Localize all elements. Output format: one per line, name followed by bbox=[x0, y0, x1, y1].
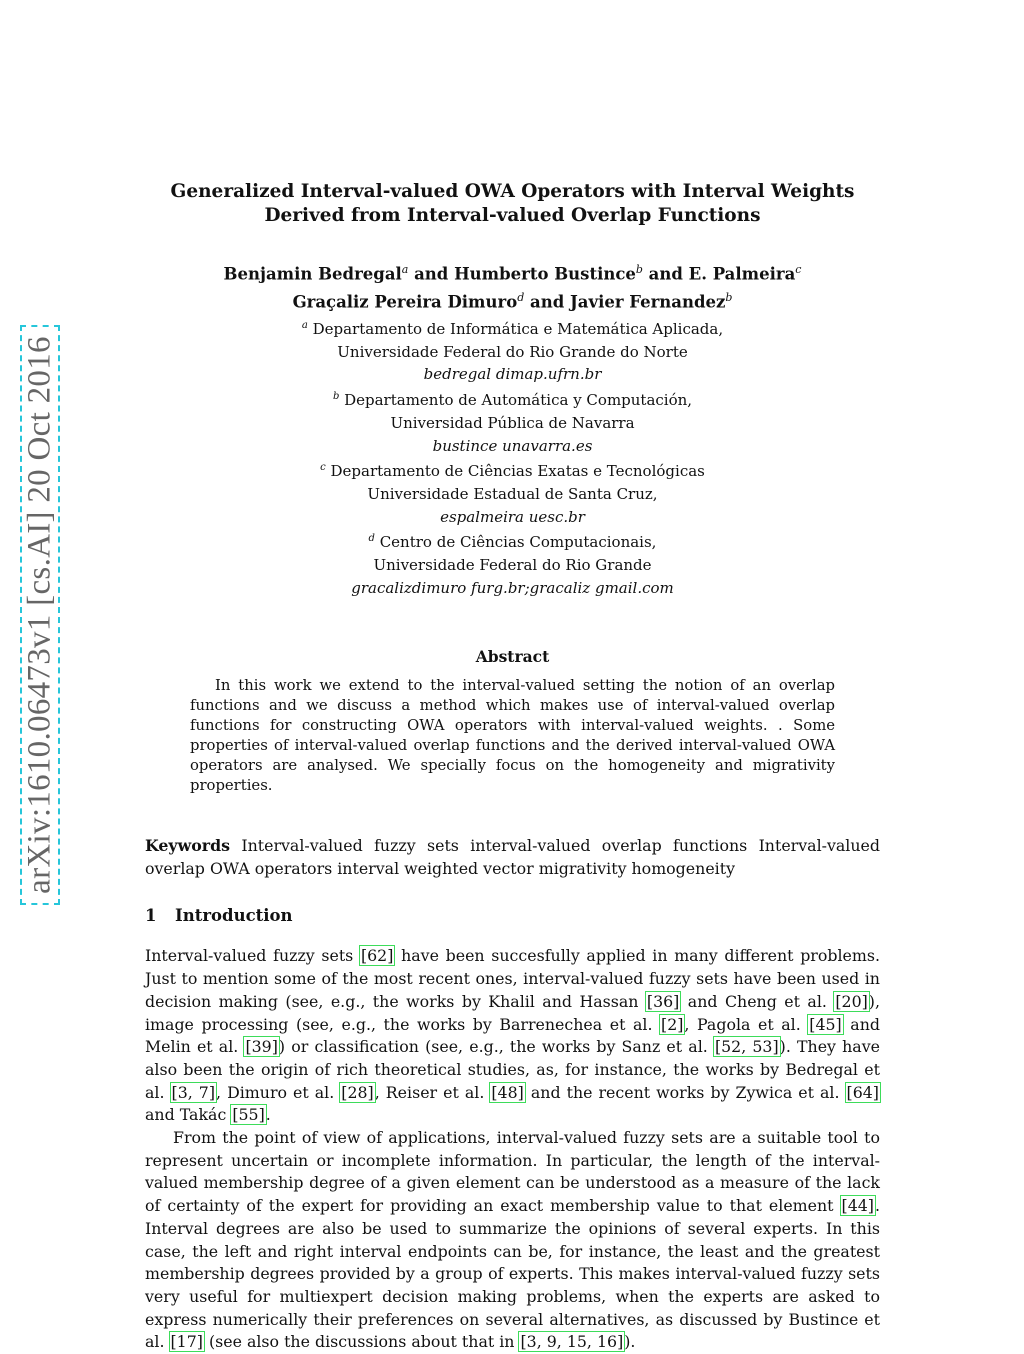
affiliation-dept: Centro de Ciências Computacionais, bbox=[374, 533, 657, 552]
citation-link[interactable]: [62] bbox=[360, 946, 394, 966]
body-text: . Interval degrees are also be used to summarize the opinions of several experts. In this case, the left and right interval endpoints can be, for instance, the least and the greatest membership degrees provided by a group of experts. This makes interval-valued fuzzy sets very useful for multiexpert decision making problems, when the experts are asked to express numerically their preferences on several alternatives, as discussed by Bustince et al. bbox=[145, 1196, 880, 1352]
author-sep: and bbox=[642, 264, 689, 284]
affiliation-sup: d bbox=[368, 533, 375, 545]
citation-link[interactable]: [39] bbox=[245, 1037, 278, 1057]
author-name: Benjamin Bedregal bbox=[223, 264, 402, 284]
body-text: ). bbox=[624, 1332, 636, 1352]
affiliation-inst: Universidade Federal do Rio Grande bbox=[373, 556, 652, 575]
body-text: and Takác bbox=[145, 1105, 232, 1125]
body-text: (see also the discussions about that in bbox=[203, 1332, 520, 1352]
citation-link[interactable]: [48] bbox=[491, 1082, 524, 1102]
citation-link[interactable]: [64] bbox=[846, 1082, 879, 1102]
keywords-label: Keywords bbox=[145, 836, 231, 856]
affiliation-inst: Universidade Federal do Rio Grande do Norte bbox=[337, 342, 688, 361]
affiliation-sup: a bbox=[301, 320, 308, 331]
citation-link[interactable]: [3, 9, 15, 16] bbox=[520, 1332, 624, 1352]
author-sup: b bbox=[725, 290, 733, 304]
paper-page bbox=[145, 180, 880, 1354]
affiliation-email: gracalizdimuro furg.br;gracaliz gmail.com bbox=[351, 578, 674, 597]
affiliation-dept: Departamento de Automática y Computación, bbox=[339, 391, 693, 410]
affiliation-sup: c bbox=[320, 462, 326, 474]
author-sup: c bbox=[795, 263, 802, 276]
affiliation-dept: Departamento de Informática e Matemática Aplicada, bbox=[307, 320, 724, 338]
affiliation-email: espalmeira uesc.br bbox=[440, 507, 585, 526]
affiliation-sup: b bbox=[332, 391, 340, 403]
keywords bbox=[145, 834, 880, 880]
section-title: Introduction bbox=[175, 906, 293, 926]
title-line-2: Derived from Interval-valued Overlap Functions bbox=[264, 205, 761, 226]
citation-link[interactable]: [28] bbox=[341, 1082, 374, 1102]
affiliation-list bbox=[145, 315, 880, 599]
body-text: From the point of view of applications, interval-valued fuzzy sets are a suitable tool to represent uncertain or incomplete information. In particular, the length of the interval-valued membership degree of a given element can be understood as a measure of the lack of certainty of the expert for providing an exact membership value to that element bbox=[145, 1128, 880, 1216]
affiliation-c bbox=[145, 457, 880, 528]
body-text: have been succesfully applied in many different problems. Just to mention some of the most recent ones, interval-valued fuzzy sets have been used in decision making (see, e.g., the works by Khalil and Hassan bbox=[145, 946, 880, 1011]
body-text: ) or classification (see, e.g., the works by Sanz et al. bbox=[278, 1037, 714, 1057]
citation-link[interactable]: [44] bbox=[841, 1196, 874, 1216]
body-text: , Reiser et al. bbox=[374, 1082, 491, 1102]
intro-paragraph-2 bbox=[145, 1127, 880, 1354]
body-text: and the recent works by Zywica et al. bbox=[524, 1082, 846, 1102]
citation-link[interactable]: [36] bbox=[646, 991, 680, 1011]
body-text: and Melin et al. bbox=[145, 1014, 880, 1057]
affiliation-b bbox=[145, 386, 880, 457]
body-text: . bbox=[265, 1105, 271, 1125]
affiliation-dept: Departamento de Ciências Exatas e Tecnológicas bbox=[325, 462, 705, 481]
citation-link[interactable]: [2] bbox=[661, 1014, 684, 1034]
paper-title bbox=[145, 180, 880, 228]
body-text: ), image processing (see, e.g., the works by Barrenechea et al. bbox=[145, 991, 880, 1034]
body-text: ). They have also been the origin of rich theoretical studies, as, for instance, the works by Bedregal et al. bbox=[145, 1037, 881, 1102]
affiliation-inst: Universidad Pública de Navarra bbox=[390, 413, 635, 432]
abstract-heading: Abstract bbox=[475, 647, 550, 667]
citation-link[interactable]: [52, 53] bbox=[714, 1037, 779, 1057]
affiliation-inst: Universidade Estadual de Santa Cruz, bbox=[367, 484, 658, 503]
author-sup: b bbox=[635, 263, 643, 276]
section-heading bbox=[145, 906, 880, 925]
affiliation-a bbox=[145, 315, 880, 386]
intro-paragraph-1 bbox=[145, 945, 880, 1127]
citation-link[interactable]: [45] bbox=[809, 1014, 842, 1034]
author-sup: a bbox=[401, 263, 409, 276]
citation-link[interactable]: [17] bbox=[170, 1332, 203, 1352]
author-name: Graçaliz Pereira Dimuro bbox=[292, 292, 518, 311]
author-name: E. Palmeira bbox=[688, 264, 796, 284]
arxiv-id: arXiv:1610.06473v1 [cs.AI] 20 Oct 2016 bbox=[21, 336, 58, 894]
citation-link[interactable]: [55] bbox=[232, 1105, 265, 1125]
abstract-text: In this work we extend to the interval-valued setting the notion of an overlap functions and we discuss a method which makes use of interval-valued overlap functions for constructing OWA operators with interval-valued weights. . Some properties of interval-valued overlap functions and the derived interval-valued OWA operators are analysed. We specially focus on the homogeneity and migrativity properties. bbox=[190, 677, 835, 795]
section-number: 1 bbox=[145, 906, 157, 926]
keywords-text: Interval-valued fuzzy sets interval-valued overlap functions Interval-valued overlap OWA operators interval weighted vector migrativity homogeneity bbox=[145, 836, 880, 879]
arxiv-stamp bbox=[20, 325, 60, 905]
author-list bbox=[145, 258, 880, 313]
author-name: Humberto Bustince bbox=[454, 264, 636, 284]
affiliation-email: bedregal dimap.ufrn.br bbox=[423, 365, 602, 384]
citation-link[interactable]: [20] bbox=[835, 991, 868, 1011]
title-line-1: Generalized Interval-valued OWA Operators with Interval Weights bbox=[170, 181, 855, 202]
body-text: , Pagola et al. bbox=[684, 1014, 809, 1034]
author-name: Javier Fernandez bbox=[569, 292, 726, 311]
body-text: and Cheng et al. bbox=[680, 991, 835, 1011]
author-sup: d bbox=[517, 290, 525, 304]
author-sep: and bbox=[524, 292, 570, 311]
citation-link[interactable]: [3, 7] bbox=[171, 1082, 216, 1102]
body-text: , Dimuro et al. bbox=[216, 1082, 341, 1102]
author-sep: and bbox=[408, 264, 455, 284]
affiliation-email: bustince unavarra.es bbox=[432, 436, 593, 455]
affiliation-d bbox=[145, 528, 880, 599]
body-text: Interval-valued fuzzy sets bbox=[145, 946, 360, 966]
